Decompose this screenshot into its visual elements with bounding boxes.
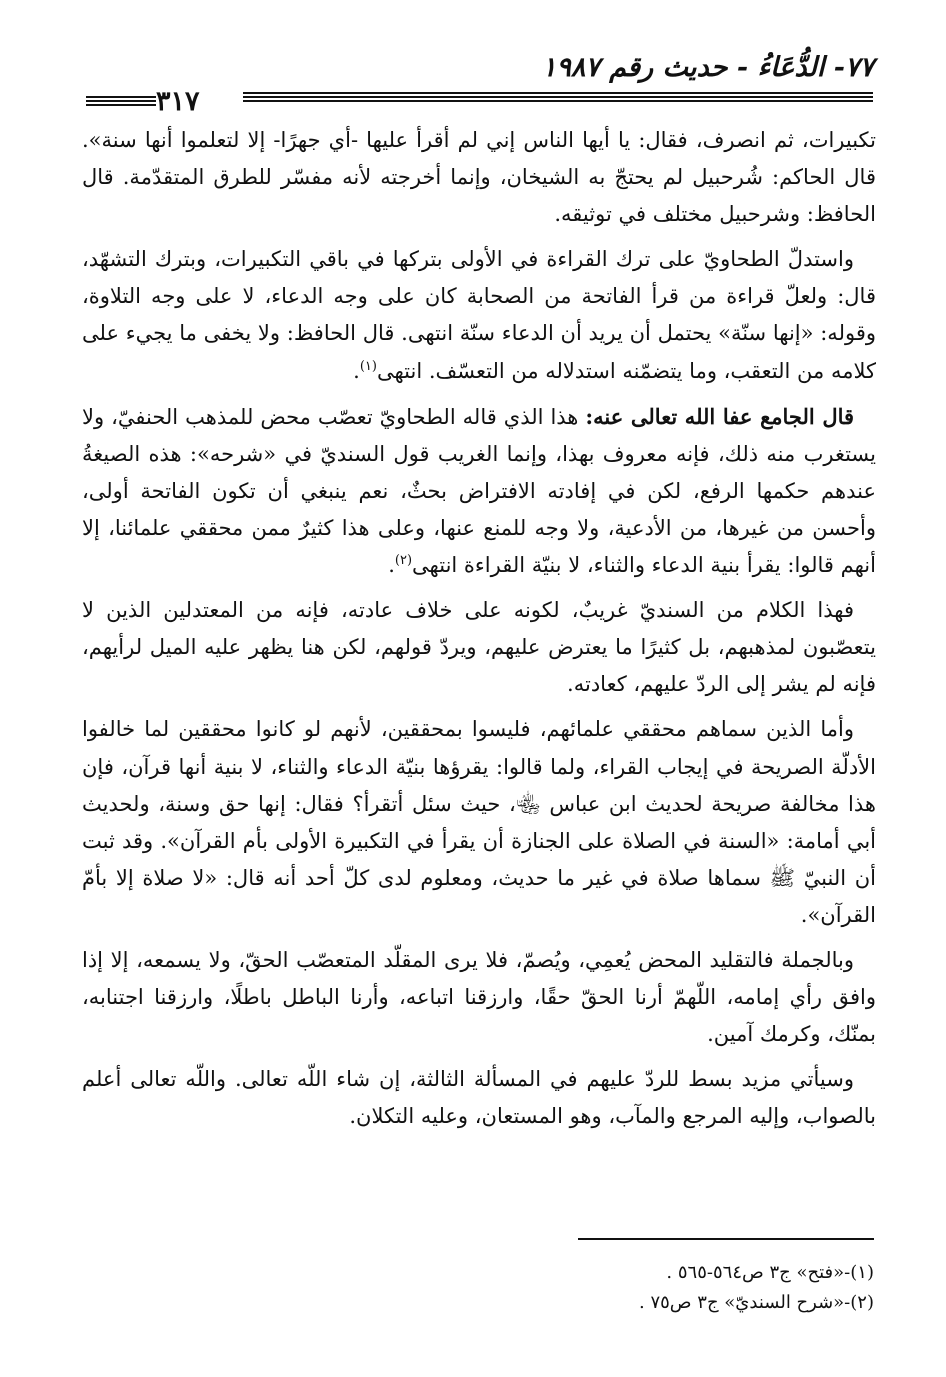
paragraph-tail: . [353,358,360,383]
paragraph [82,711,876,934]
header-rule-short [86,96,156,108]
paragraph-text: واستدلّ الطحاويّ على ترك القراءة في الأولى بتركها في باقي التكبيرات، وبترك التشهّد، قال: ولعلّ قراءة من قرأ الفاتحة من الصحابة كان على وجه الدعاء، لا على وجه التلاوة، وقوله: «إنها سنّة» يحتمل أن يريد أن الدعاء سنّة انتهى. قال الحافظ: ولا يخفى ما يجيء على كلامه من التعقب، وما يتضمّنه استدلاله من التعسّف. انتهى [82,247,876,383]
header-title: ٧٧- الدُّعَاءُ - حديث رقم ١٩٨٧ [541,52,874,83]
paragraph-text: فهذا الكلام من السنديّ غريبٌ، لكونه على خلاف عادته، فإنه من المعتدلين الذين لا يتعصّبون لمذهبهم، بل كثيرًا ما يعترض عليهم، ويردّ قولهم، لكن هنا يظهر عليه الميل لرأيهم، فإنه لم يشر إلى الردّ عليهم، كعادته. [82,598,876,697]
paragraph [82,241,876,389]
header-rule [243,92,873,104]
paragraph-text: تكبيرات، ثم انصرف، فقال: يا أيها الناس إني لم أقرأ عليها -أي جهرًا- إلا لتعلموا أنها سنة». قال الحاكم: شُرحبيل لم يحتجّ به الشيخان، وإنما أخرجته لأنه مفسّر للطرق المتقدّمة. قال الحافظ: وشرحبيل مختلف في توثيقه. [82,128,876,227]
paragraph [82,122,876,233]
footnotes [274,1258,874,1318]
paragraph [82,1061,876,1135]
paragraph-tail: . [388,553,395,578]
paragraph-text: وسيأتي مزيد بسط للردّ عليهم في المسألة الثالثة، إن شاء اللّه تعالى. واللّه تعالى أعلم بالصواب، وإليه المرجع والمآب، وهو المستعان، وعليه التكلان. [82,1067,876,1129]
paragraph [82,592,876,703]
paragraph-text: وأما الذين سماهم محققي علمائهم، فليسوا بمحققين، لأنهم لو كانوا محققين لما خالفوا الأدلّة الصريحة في إيجاب القراء، ولما قالوا: يقرؤها بنيّة الدعاء والثناء، لا بنية أنها قرآن، فإن هذا مخالفة صريحة لحديث ابن عباس ﵄، حيث سئل أتقرأ؟ فقال: إنها حق وسنة، ولحديث أبي أمامة: «السنة في الصلاة على الجنازة أن يقرأ في التكبيرة الأولى بأم القرآن». وقد ثبت أن النبيّ ﷺ سماها صلاة في غير ما حديث، ومعلوم لدى كلّ أحد أنه قال: «لا صلاة إلا بأمّ القرآن». [82,717,876,927]
page-number: ٣١٧ [156,86,200,117]
footnote: (١)-«فتح» ج٣ ص٥٦٤-٥٦٥ . [666,1262,874,1283]
paragraph [82,942,876,1053]
footnote-ref[interactable]: (٢) [394,553,413,569]
paragraph-text: هذا الذي قاله الطحاويّ تعصّب محض للمذهب الحنفيّ، ولا يستغرب منه ذلك، فإنه معروف بهذا، وإنما الغريب قول السنديّ في «شرحه»: هذه الصيغةُ عندهم حكمها الرفع، لكن في إفادته الافتراض بحثٌ، نعم ينبغي أن تكون الفاتحة أولى، وأحسن من غيرها، من الأدعية، ولا وجه للمنع عنها، وعلى هذا كثيرٌ ممن محققي علمائنا، إلا أنهم قالوا: يقرأ بنية الدعاء والثناء، لا بنيّة القراءة انتهى [82,404,876,578]
running-header [84,52,874,117]
main-text [82,122,876,1143]
footnote-ref[interactable]: (١) [359,358,377,374]
paragraph [82,398,876,584]
footnote-separator [578,1238,874,1240]
paragraph-text: وبالجملة فالتقليد المحض يُعمِي، ويُصمّ، فلا يرى المقلّد المتعصّب الحقّ، ولا يسمعه، إلا إذا وافق رأي إمامه، اللّهمّ أرنا الحقّ حقًا، وارزقنا اتباعه، وأرنا الباطل باطلًا، وارزقنا اجتنابه، بمنّك، وكرمك آمين. [82,947,876,1047]
paragraph-lead: قال الجامع عفا الله تعالى عنه: [585,403,855,429]
footnote: (٢)-«شرح السنديّ» ج٣ ص٧٥ . [639,1292,874,1313]
